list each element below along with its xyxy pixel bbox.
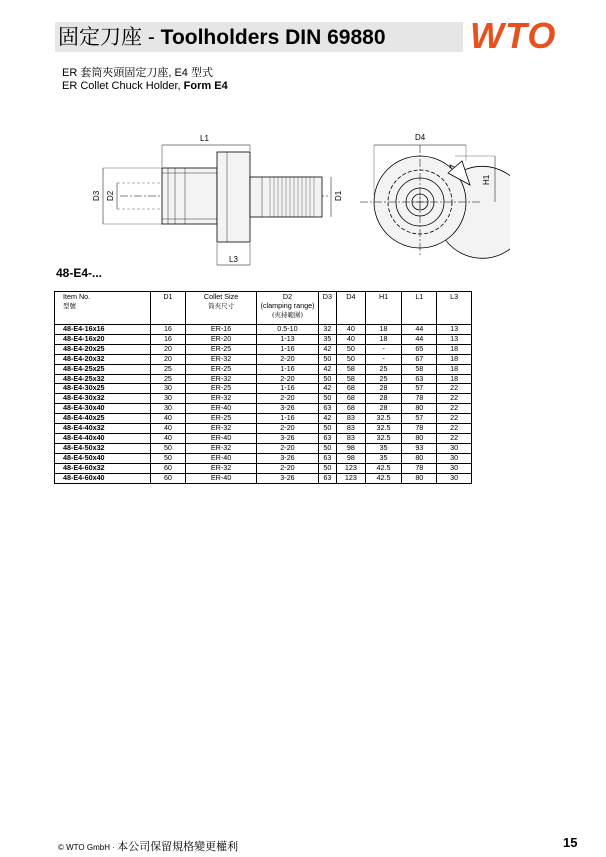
table-cell: 40 xyxy=(337,334,366,344)
header-d3 xyxy=(318,292,336,325)
table-cell: 35 xyxy=(318,334,336,344)
header-l3-en: L3 xyxy=(450,292,459,301)
table-cell: 42 xyxy=(318,384,336,394)
table-cell: 80 xyxy=(402,433,437,443)
table-cell: 42 xyxy=(318,344,336,354)
table-cell: ER-25 xyxy=(185,414,257,424)
table-cell: 63 xyxy=(318,473,336,483)
table-cell: 80 xyxy=(402,404,437,414)
table-row xyxy=(55,473,472,483)
table-cell: 40 xyxy=(151,424,186,434)
table-cell: 44 xyxy=(402,334,437,344)
table-cell: 80 xyxy=(402,453,437,463)
table-cell: 50 xyxy=(337,354,366,364)
table-cell: 63 xyxy=(402,374,437,384)
item-number-cell: 48-E4-50x32 xyxy=(55,443,151,453)
header-l1-en: L1 xyxy=(415,292,424,301)
header-item-no-zh: 型號 xyxy=(63,301,76,310)
table-row xyxy=(55,384,472,394)
table-cell: 32.5 xyxy=(365,424,402,434)
table-cell: ER-32 xyxy=(185,463,257,473)
table-cell: 30 xyxy=(437,473,472,483)
table-cell: ER-25 xyxy=(185,384,257,394)
table-cell: 123 xyxy=(337,473,366,483)
item-number-cell: 48-E4-30x40 xyxy=(55,404,151,414)
table-cell: 18 xyxy=(437,364,472,374)
table-cell: 83 xyxy=(337,424,366,434)
header-d2-en: D2 xyxy=(282,292,293,301)
table-cell: 58 xyxy=(402,364,437,374)
table-row xyxy=(55,374,472,384)
table-cell: 13 xyxy=(437,334,472,344)
table-cell: 1-16 xyxy=(257,384,318,394)
table-row xyxy=(55,414,472,424)
dim-label-l1: L1 xyxy=(200,134,209,143)
item-number-cell: 48-E4-25x25 xyxy=(55,364,151,374)
header-d4-en: D4 xyxy=(346,292,356,301)
table-cell: - xyxy=(365,354,402,364)
table-cell: 98 xyxy=(337,443,366,453)
table-cell: 40 xyxy=(151,433,186,443)
header-h1 xyxy=(365,292,402,325)
header-item-no-en: Item No. xyxy=(63,292,91,301)
header-d2 xyxy=(257,292,318,325)
page-title-separator: - xyxy=(142,26,161,49)
table-cell: ER-32 xyxy=(185,443,257,453)
table-cell: 80 xyxy=(402,473,437,483)
table-cell: 68 xyxy=(337,384,366,394)
table-cell: 50 xyxy=(318,354,336,364)
table-row xyxy=(55,354,472,364)
item-number-cell: 48-E4-30x32 xyxy=(55,394,151,404)
table-cell: 30 xyxy=(151,384,186,394)
table-cell: ER-20 xyxy=(185,334,257,344)
table-cell: ER-32 xyxy=(185,354,257,364)
table-cell: 3-26 xyxy=(257,473,318,483)
header-l3 xyxy=(437,292,472,325)
table-header-row xyxy=(55,292,472,325)
copyright-text: © WTO GmbH · xyxy=(58,843,118,852)
item-number-cell: 48-E4-16x20 xyxy=(55,334,151,344)
table-cell: ER-40 xyxy=(185,404,257,414)
table-cell: 50 xyxy=(151,443,186,453)
table-cell: 63 xyxy=(318,404,336,414)
item-number-cell: 48-E4-60x32 xyxy=(55,463,151,473)
table-cell: - xyxy=(365,344,402,354)
table-row xyxy=(55,433,472,443)
item-number-cell: 48-E4-40x32 xyxy=(55,424,151,434)
table-cell: 25 xyxy=(151,364,186,374)
dim-label-d3: D3 xyxy=(92,190,101,201)
table-cell: 30 xyxy=(437,453,472,463)
table-cell: 60 xyxy=(151,473,186,483)
page-title-zh: 固定刀座 xyxy=(58,25,142,49)
footer-copyright xyxy=(58,838,238,854)
table-cell: 16 xyxy=(151,334,186,344)
table-row xyxy=(55,334,472,344)
table-cell: 30 xyxy=(437,463,472,473)
table-cell: 42 xyxy=(318,414,336,424)
table-cell: ER-16 xyxy=(185,325,257,335)
table-cell: 20 xyxy=(151,354,186,364)
table-cell: 2-20 xyxy=(257,443,318,453)
table-cell: 2-20 xyxy=(257,463,318,473)
table-cell: 58 xyxy=(337,364,366,374)
table-cell: 28 xyxy=(365,404,402,414)
subtitle-zh: ER 套筒夾頭固定刀座, E4 型式 xyxy=(62,67,213,79)
table-cell: 40 xyxy=(151,414,186,424)
table-cell: 32.5 xyxy=(365,433,402,443)
table-cell: 42 xyxy=(318,364,336,374)
header-item-no xyxy=(55,292,151,325)
table-cell: 1-13 xyxy=(257,334,318,344)
wto-logo xyxy=(470,15,580,56)
header-collet-size xyxy=(185,292,257,325)
header-l1 xyxy=(402,292,437,325)
table-cell: 20 xyxy=(151,344,186,354)
table-cell: 40 xyxy=(337,325,366,335)
table-cell: 50 xyxy=(337,344,366,354)
table-cell: 18 xyxy=(437,344,472,354)
header-d2-zh: (夾持範圍) xyxy=(271,310,304,319)
table-cell: 18 xyxy=(365,325,402,335)
table-cell: 28 xyxy=(365,394,402,404)
table-cell: 35 xyxy=(365,453,402,463)
table-cell: 30 xyxy=(437,443,472,453)
table-cell: 93 xyxy=(402,443,437,453)
table-cell: 57 xyxy=(402,414,437,424)
table-row xyxy=(55,364,472,374)
table-cell: ER-40 xyxy=(185,433,257,443)
table-cell: 57 xyxy=(402,384,437,394)
table-row xyxy=(55,404,472,414)
table-cell: 68 xyxy=(337,404,366,414)
item-number-cell: 48-E4-40x40 xyxy=(55,433,151,443)
table-cell: 25 xyxy=(365,364,402,374)
header-d1 xyxy=(151,292,186,325)
table-cell: 60 xyxy=(151,463,186,473)
table-cell: 25 xyxy=(151,374,186,384)
table-cell: 3-26 xyxy=(257,404,318,414)
series-label: 48-E4-... xyxy=(56,266,103,280)
table-row xyxy=(55,453,472,463)
table-cell: 2-20 xyxy=(257,354,318,364)
table-cell: ER-25 xyxy=(185,344,257,354)
table-cell: 44 xyxy=(402,325,437,335)
table-row xyxy=(55,344,472,354)
page-title-en: Toolholders DIN 69880 xyxy=(160,26,386,49)
table-cell: 1-16 xyxy=(257,414,318,424)
table-cell: 2-20 xyxy=(257,394,318,404)
table-cell: 58 xyxy=(337,374,366,384)
table-cell: 50 xyxy=(318,394,336,404)
table-cell: ER-25 xyxy=(185,364,257,374)
header-d2-range: (clamping range) xyxy=(260,300,315,310)
table-cell: ER-32 xyxy=(185,394,257,404)
item-number-cell: 48-E4-20x25 xyxy=(55,344,151,354)
page-title xyxy=(58,22,386,52)
table-cell: 22 xyxy=(437,384,472,394)
table-cell: 83 xyxy=(337,414,366,424)
table-cell: 28 xyxy=(365,384,402,394)
table-cell: ER-32 xyxy=(185,424,257,434)
table-cell: 16 xyxy=(151,325,186,335)
subtitle-en-form: Form E4 xyxy=(183,80,228,92)
table-cell: 50 xyxy=(151,453,186,463)
logo-text: WTO xyxy=(470,15,557,56)
item-number-cell: 48-E4-25x32 xyxy=(55,374,151,384)
table-cell: 22 xyxy=(437,433,472,443)
table-cell: 67 xyxy=(402,354,437,364)
spec-table-body xyxy=(55,325,472,484)
subtitle-en xyxy=(62,80,228,92)
table-cell: 13 xyxy=(437,325,472,335)
table-cell: 63 xyxy=(318,453,336,463)
table-cell: 22 xyxy=(437,424,472,434)
table-cell: 18 xyxy=(437,354,472,364)
table-cell: 2-20 xyxy=(257,424,318,434)
header-d4 xyxy=(337,292,366,325)
dim-label-d2: D2 xyxy=(106,190,115,201)
dim-label-h1: H1 xyxy=(482,174,491,185)
side-view xyxy=(103,145,331,265)
table-cell: 32.5 xyxy=(365,414,402,424)
subtitle-en-prefix: ER Collet Chuck Holder, xyxy=(62,80,184,92)
table-cell: 65 xyxy=(402,344,437,354)
header-d1-en: D1 xyxy=(163,292,173,301)
header-collet-size-zh: 筒夾尺寸 xyxy=(208,301,235,310)
table-cell: ER-40 xyxy=(185,473,257,483)
item-number-cell: 48-E4-60x40 xyxy=(55,473,151,483)
front-view xyxy=(360,145,510,258)
table-cell: 2-20 xyxy=(257,374,318,384)
table-cell: 123 xyxy=(337,463,366,473)
table-cell: 32 xyxy=(318,325,336,335)
table-cell: 78 xyxy=(402,394,437,404)
table-row xyxy=(55,443,472,453)
table-row xyxy=(55,394,472,404)
table-cell: 78 xyxy=(402,463,437,473)
table-cell: 42.5 xyxy=(365,473,402,483)
table-cell: 0.5-10 xyxy=(257,325,318,335)
table-cell: 50 xyxy=(318,463,336,473)
technical-drawing xyxy=(90,125,510,275)
table-cell: 1-16 xyxy=(257,364,318,374)
table-cell: 50 xyxy=(318,424,336,434)
page-number: 15 xyxy=(563,835,578,850)
table-cell: 22 xyxy=(437,404,472,414)
dim-label-d4: D4 xyxy=(415,133,426,142)
dim-label-d1: D1 xyxy=(334,190,343,201)
table-cell: 30 xyxy=(151,394,186,404)
header-d3-en: D3 xyxy=(322,292,332,301)
item-number-cell: 48-E4-40x25 xyxy=(55,414,151,424)
table-cell: 22 xyxy=(437,394,472,404)
rights-reserved-zh: 本公司保留規格變更權利 xyxy=(117,840,239,853)
table-cell: 22 xyxy=(437,414,472,424)
table-cell: ER-40 xyxy=(185,453,257,463)
table-cell: 30 xyxy=(151,404,186,414)
table-cell: ER-32 xyxy=(185,374,257,384)
table-row xyxy=(55,463,472,473)
table-cell: 83 xyxy=(337,433,366,443)
item-number-cell: 48-E4-16x16 xyxy=(55,325,151,335)
item-number-cell: 48-E4-50x40 xyxy=(55,453,151,463)
table-cell: 78 xyxy=(402,424,437,434)
table-cell: 98 xyxy=(337,453,366,463)
table-cell: 35 xyxy=(365,443,402,453)
table-cell: 50 xyxy=(318,374,336,384)
spec-table xyxy=(54,291,472,484)
table-row xyxy=(55,424,472,434)
table-cell: 18 xyxy=(437,374,472,384)
table-cell: 18 xyxy=(365,334,402,344)
table-cell: 3-26 xyxy=(257,453,318,463)
table-cell: 68 xyxy=(337,394,366,404)
item-number-cell: 48-E4-30x25 xyxy=(55,384,151,394)
table-cell: 1-16 xyxy=(257,344,318,354)
item-number-cell: 48-E4-20x32 xyxy=(55,354,151,364)
header-collet-size-en: Collet Size xyxy=(203,292,239,301)
table-cell: 50 xyxy=(318,443,336,453)
dim-label-l3: L3 xyxy=(229,255,238,264)
header-h1-en: H1 xyxy=(378,292,389,301)
table-cell: 63 xyxy=(318,433,336,443)
table-cell: 42.5 xyxy=(365,463,402,473)
table-row xyxy=(55,325,472,335)
table-cell: 3-26 xyxy=(257,433,318,443)
table-cell: 25 xyxy=(365,374,402,384)
